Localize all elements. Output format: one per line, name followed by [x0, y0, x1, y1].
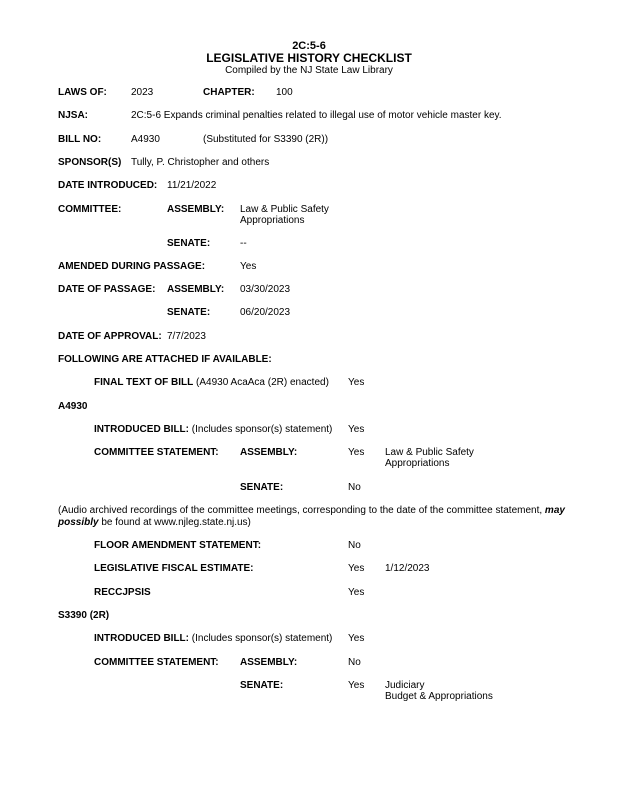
a4930-assembly-line1: Law & Public Safety [385, 447, 474, 458]
statute-code: 2C:5-6 [292, 40, 326, 52]
s3390-assembly-label: ASSEMBLY: [240, 657, 298, 668]
a4930-introduced-value: Yes [348, 424, 365, 435]
chapter-label: CHAPTER: [203, 87, 255, 98]
sponsors-value: Tully, P. Christopher and others [131, 157, 270, 168]
a4930-introduced-detail: (Includes sponsor(s) statement) [191, 424, 333, 435]
bill-no-label: BILL NO: [58, 134, 102, 145]
compiled-by: Compiled by the NJ State Law Library [225, 65, 393, 76]
s3390-senate-label: SENATE: [240, 680, 284, 691]
s3390-introduced-detail: (Includes sponsor(s) statement) [191, 633, 333, 644]
njsa-label: NJSA: [58, 110, 89, 121]
laws-of-value: 2023 [131, 87, 154, 98]
page-title: LEGISLATIVE HISTORY CHECKLIST [206, 51, 412, 65]
s3390-introduced-label: INTRODUCED BILL: [94, 633, 189, 644]
a4930-introduced-label: INTRODUCED BILL: [94, 424, 189, 435]
date-introduced-label: DATE INTRODUCED: [58, 180, 158, 191]
a4930-committee-label: COMMITTEE STATEMENT: [94, 447, 219, 458]
reccjpsis-value: Yes [348, 587, 365, 598]
s3390-assembly-value: No [348, 657, 361, 668]
substituted-note: (Substituted for S3390 (2R)) [203, 134, 329, 145]
njsa-value: 2C:5-6 Expands criminal penalties related to illegal use of motor vehicle master key. [131, 110, 502, 121]
amended-value: Yes [240, 261, 257, 272]
passage-senate-label: SENATE: [167, 307, 211, 318]
s3390-committee-label: COMMITTEE STATEMENT: [94, 657, 219, 668]
fiscal-estimate-date: 1/12/2023 [385, 563, 430, 574]
passage-senate-value: 06/20/2023 [240, 307, 291, 318]
a4930-introduced-row [94, 424, 332, 436]
bill-no-value: A4930 [131, 134, 160, 145]
a4930-heading: A4930 [58, 401, 88, 412]
final-text-detail: (A4930 AcaAca (2R) enacted) [196, 377, 329, 388]
reccjpsis-label: RECCJPSIS [94, 587, 151, 598]
audio-note-part2: be found at www.njleg.state.nj.us) [101, 517, 251, 528]
final-text-label: FINAL TEXT OF BILL [94, 377, 194, 388]
fiscal-estimate-label: LEGISLATIVE FISCAL ESTIMATE: [94, 563, 254, 574]
fiscal-estimate-value: Yes [348, 563, 365, 574]
date-of-approval-label: DATE OF APPROVAL: [58, 331, 162, 342]
a4930-senate-label: SENATE: [240, 482, 284, 493]
floor-amendment-label: FLOOR AMENDMENT STATEMENT: [94, 540, 262, 551]
audio-note [58, 505, 603, 529]
amended-label: AMENDED DURING PASSAGE: [58, 261, 206, 272]
audio-note-emphasis: may possibly [58, 505, 565, 528]
date-of-passage-label: DATE OF PASSAGE: [58, 284, 156, 295]
floor-amendment-value: No [348, 540, 361, 551]
date-introduced-value: 11/21/2022 [167, 180, 217, 191]
sponsors-label: SPONSOR(S) [58, 157, 122, 168]
s3390-introduced-value: Yes [348, 633, 365, 644]
s3390-senate-line2: Budget & Appropriations [385, 691, 493, 702]
committee-senate-value: -- [240, 238, 247, 249]
date-of-approval-value: 7/7/2023 [167, 331, 206, 342]
a4930-assembly-value: Yes [348, 447, 365, 458]
passage-assembly-value: 03/30/2023 [240, 284, 291, 295]
committee-label: COMMITTEE: [58, 204, 122, 215]
a4930-assembly-label: ASSEMBLY: [240, 447, 298, 458]
s3390-senate-value: Yes [348, 680, 365, 691]
final-text-value: Yes [348, 377, 365, 388]
laws-of-label: LAWS OF: [58, 87, 107, 98]
committee-assembly-line1: Law & Public Safety [240, 204, 329, 215]
s3390-introduced-row [94, 633, 332, 645]
a4930-assembly-line2: Appropriations [385, 458, 450, 469]
committee-assembly-label: ASSEMBLY: [167, 204, 225, 215]
chapter-value: 100 [276, 87, 293, 98]
audio-note-part1: (Audio archived recordings of the committee meetings, corresponding to the date of the committee statement, [58, 505, 543, 516]
s3390-heading: S3390 (2R) [58, 610, 110, 621]
a4930-senate-value: No [348, 482, 361, 493]
committee-assembly-line2: Appropriations [240, 215, 305, 226]
committee-senate-label: SENATE: [167, 238, 211, 249]
final-text-row [94, 377, 329, 389]
attached-heading: FOLLOWING ARE ATTACHED IF AVAILABLE: [58, 354, 272, 365]
passage-assembly-label: ASSEMBLY: [167, 284, 225, 295]
s3390-senate-line1: Judiciary [385, 680, 425, 691]
